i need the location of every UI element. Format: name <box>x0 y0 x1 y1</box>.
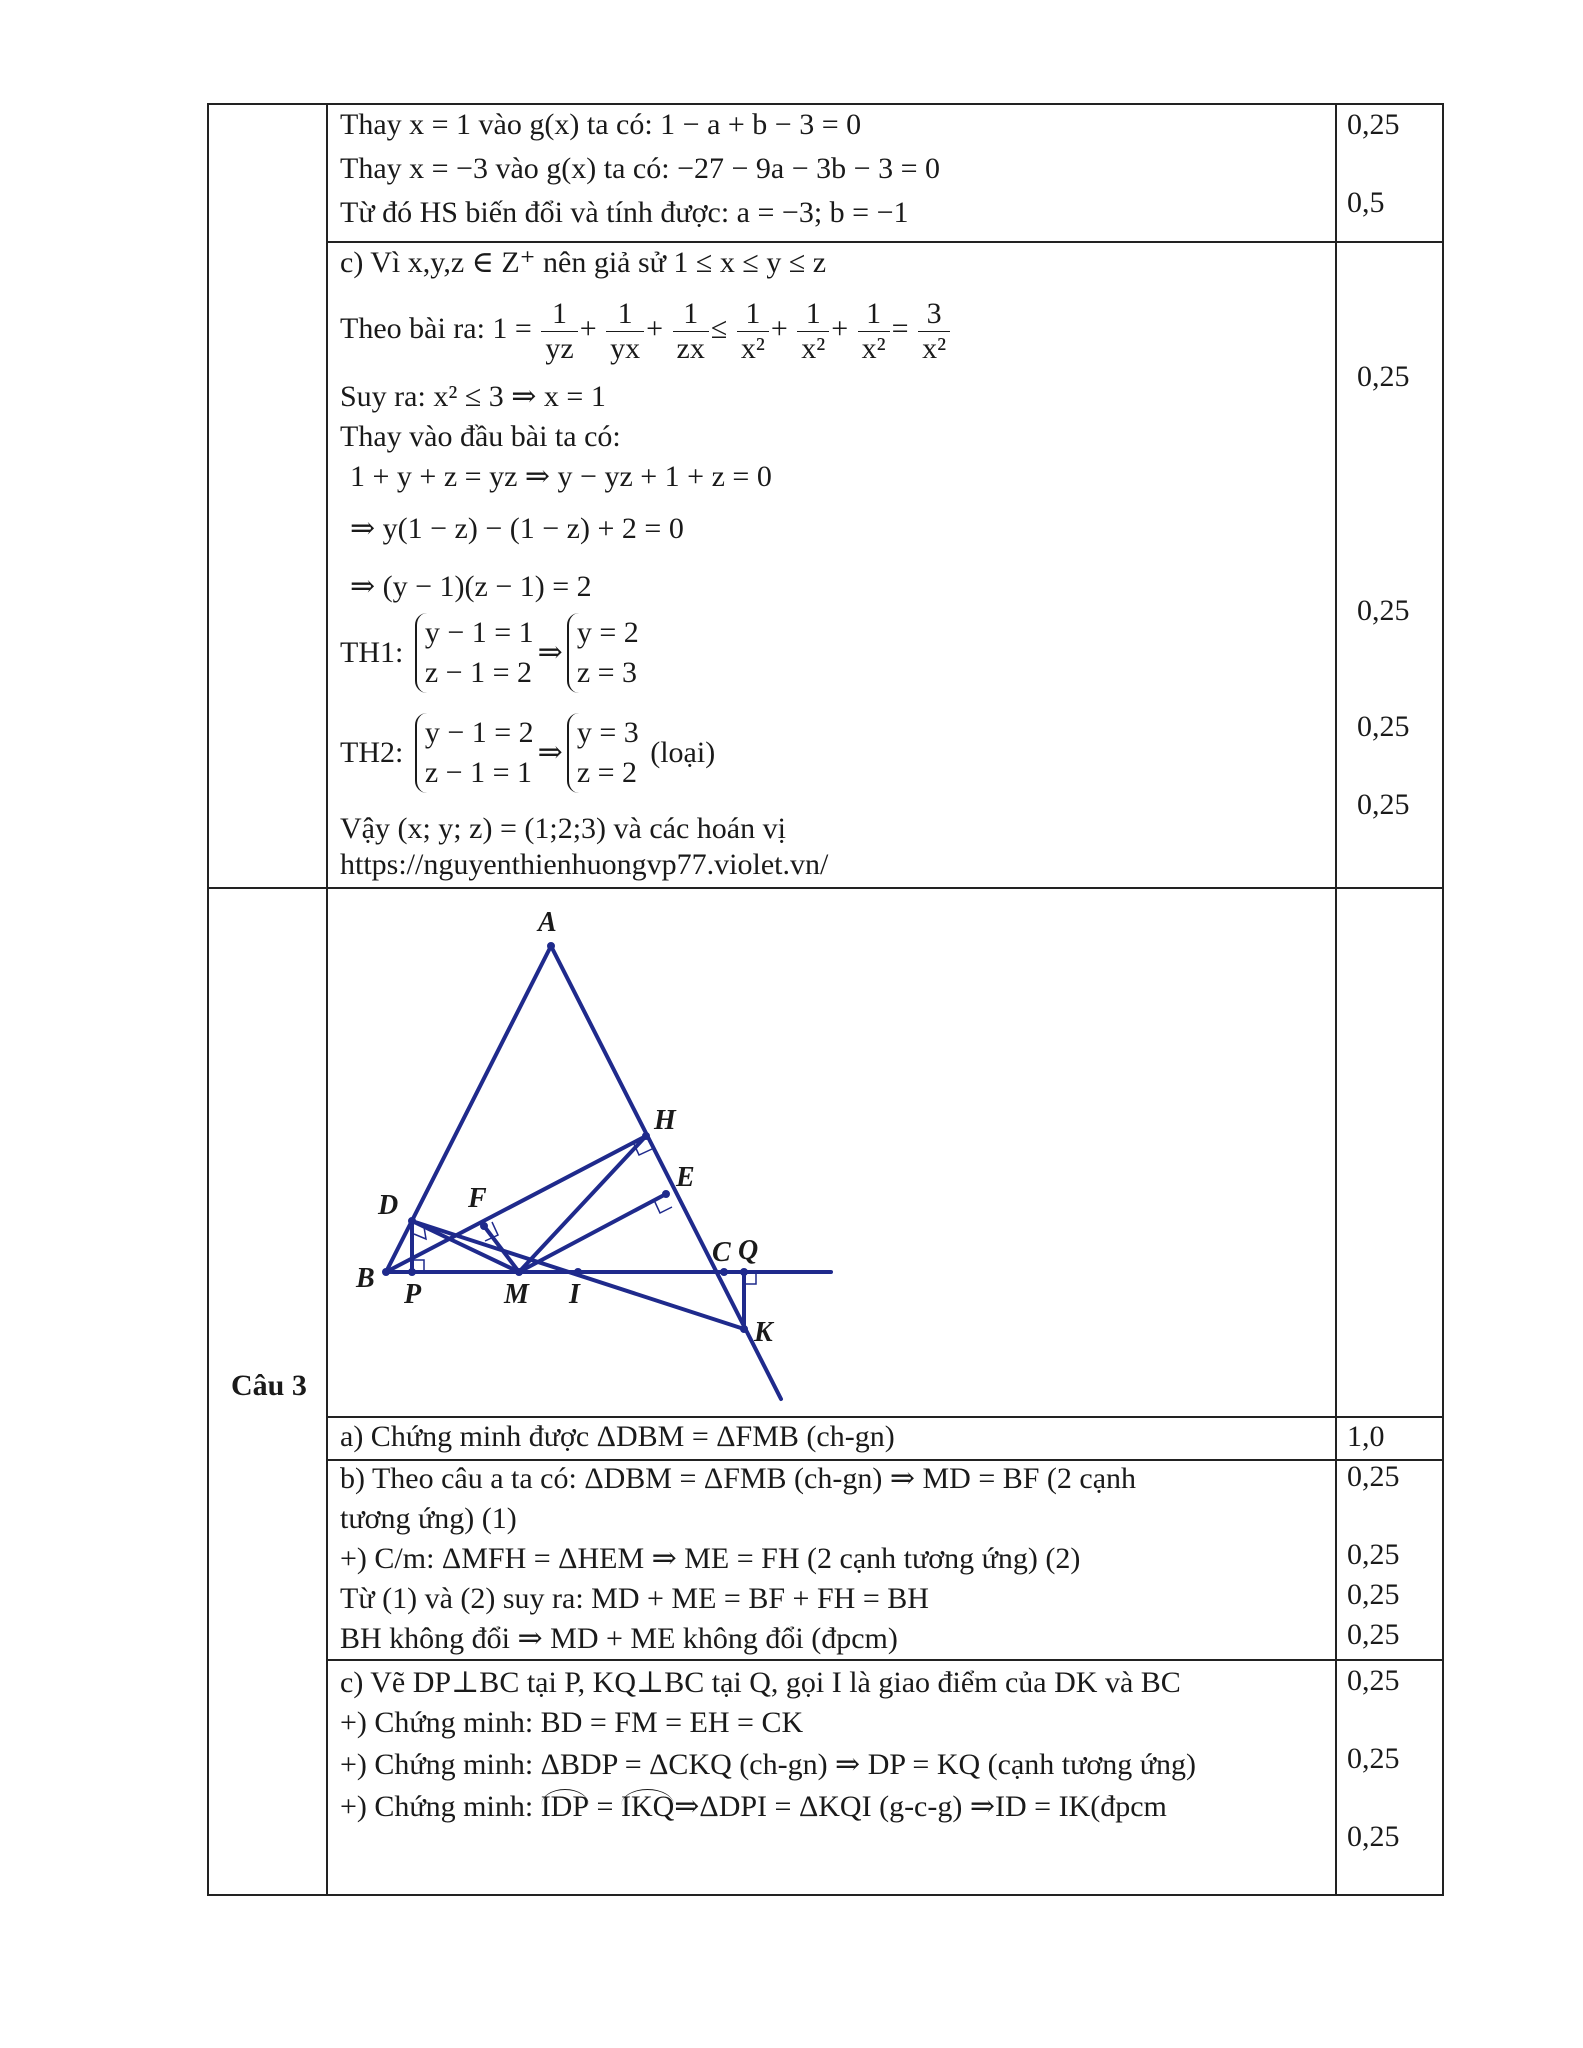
point-E <box>663 1191 670 1198</box>
implies-symbol: ⇒ <box>537 736 563 769</box>
angle-IKQ: IKQ <box>620 1790 675 1823</box>
point-M <box>516 1269 523 1276</box>
equation-line: ⇒ (y − 1)(z − 1) = 2 <box>350 570 592 603</box>
table-border-top <box>207 103 1443 105</box>
part-c-intro: c) Vì x,y,z ∈ Z⁺ nên giả sử 1 ≤ x ≤ y ≤ z <box>340 246 827 279</box>
score: 0,25 <box>1347 1820 1400 1853</box>
score: 0,25 <box>1347 1538 1400 1571</box>
part-b-line: Thay x = 1 vào g(x) ta có: 1 − a + b − 3 = 0 <box>340 108 862 141</box>
right-angle-E <box>654 1200 672 1213</box>
rejected-note: (loại) <box>650 736 716 769</box>
point-B <box>383 1269 390 1276</box>
suy-ra-line: Suy ra: x² ≤ 3 ⇒ x = 1 <box>340 380 606 413</box>
q3c-line: c) Vẽ DP⊥BC tại P, KQ⊥BC tại Q, gọi I là giao điểm của DK và BC <box>340 1666 1181 1699</box>
system-left: y − 1 = 1 z − 1 = 2 <box>415 613 534 693</box>
point-H <box>643 1133 650 1140</box>
row-divider <box>326 1659 1443 1661</box>
source-url: https://nguyenthienhuongvp77.violet.vn/ <box>340 848 829 881</box>
equation-line: ⇒ y(1 − z) − (1 − z) + 2 = 0 <box>350 512 684 545</box>
segment-BH <box>386 1136 646 1272</box>
score: 0,5 <box>1347 186 1385 219</box>
case-1-label: TH1: <box>340 636 404 669</box>
score: 0,25 <box>1347 1460 1400 1493</box>
case-1 <box>340 613 643 693</box>
score: 1,0 <box>1347 1420 1385 1453</box>
q3b-line: BH không đổi ⇒ MD + ME không đổi (đpcm) <box>340 1622 898 1655</box>
point-A <box>548 943 555 950</box>
score: 0,25 <box>1357 360 1410 393</box>
point-F <box>481 1223 488 1230</box>
case-2 <box>340 713 715 793</box>
fraction: $\frac{3}{\text{x²}}$ <box>918 297 950 366</box>
table-border-right <box>1442 103 1444 1896</box>
fraction: $\frac{1}{zx}$ <box>673 297 709 366</box>
q3b-line: tương ứng) (1) <box>340 1502 517 1535</box>
fraction: $\frac{1}{yx}$ <box>606 297 644 366</box>
point-C <box>721 1269 728 1276</box>
label-E: E <box>676 1162 695 1193</box>
equals-sign: = <box>589 1790 621 1823</box>
label-C: C <box>712 1237 731 1268</box>
score: 0,25 <box>1357 710 1410 743</box>
score: 0,25 <box>1347 1664 1400 1697</box>
geometry-figure <box>326 889 1334 1415</box>
question-label: Câu 3 <box>231 1369 307 1402</box>
q3c-line <box>340 1789 1167 1825</box>
implies-symbol: ⇒ <box>537 636 563 669</box>
q3b-line: Từ (1) và (2) suy ra: MD + ME = BF + FH = BH <box>340 1582 929 1615</box>
q3c-line4-suffix: ⇒ΔDPI = ΔKQI (g-c-g) ⇒ID = IK(đpcm <box>674 1790 1167 1823</box>
table-border-left <box>207 103 209 1896</box>
right-angle-D <box>414 1227 426 1239</box>
q3b-line: +) C/m: ΔMFH = ΔHEM ⇒ ME = FH (2 cạnh tương ứng) (2) <box>340 1542 1081 1575</box>
point-Q <box>741 1269 748 1276</box>
q3c-line: +) Chứng minh: BD = FM = EH = CK <box>340 1706 804 1739</box>
thay-vao-line: Thay vào đầu bài ta có: <box>340 420 621 453</box>
part-c-inequality: Theo bài ra: 1 = $\frac{1}{yz}$ + $\frac{1}{yx}$ + $\frac{1}{zx}$ ≤ $\frac{1}{\text{x²}}$ + $\frac{1}{\text{x²}}$ + $\frac{1}{\text{x²}}$ = $\frac{3}{\text{x²}}$ <box>340 289 952 369</box>
point-I <box>575 1269 582 1276</box>
score: 0,25 <box>1357 788 1410 821</box>
label-I: I <box>569 1279 580 1310</box>
label-D: D <box>378 1190 399 1221</box>
label-P: P <box>404 1279 422 1310</box>
q3b-line: b) Theo câu a ta có: ΔDBM = ΔFMB (ch-gn) ⇒ MD = BF (2 cạnh <box>340 1462 1137 1495</box>
label-B: B <box>356 1263 375 1294</box>
equation-line: 1 + y + z = yz ⇒ y − yz + 1 + z = 0 <box>350 460 772 493</box>
conclusion-line: Vậy (x; y; z) = (1;2;3) và các hoán vị <box>340 812 786 845</box>
table-column-divider-2 <box>1335 103 1337 1896</box>
label-Q: Q <box>738 1235 759 1266</box>
score: 0,25 <box>1347 108 1400 141</box>
score: 0,25 <box>1347 1742 1400 1775</box>
label-A: A <box>538 907 557 938</box>
score: 0,25 <box>1357 594 1410 627</box>
system-left: y − 1 = 2 z − 1 = 1 <box>415 713 534 793</box>
theo-bai-ra-prefix: Theo bài ra: 1 = <box>340 312 532 345</box>
label-F: F <box>468 1183 487 1214</box>
q3c-line4-prefix: +) Chứng minh: <box>340 1790 541 1823</box>
point-D <box>409 1218 416 1225</box>
row-divider <box>326 241 1443 243</box>
score: 0,25 <box>1347 1578 1400 1611</box>
q3c-line: +) Chứng minh: ΔBDP = ΔCKQ (ch-gn) ⇒ DP = KQ (cạnh tương ứng) <box>340 1748 1197 1781</box>
table-border-bottom <box>207 1894 1443 1896</box>
fraction: $\frac{1}{yz}$ <box>541 297 577 366</box>
fraction: $\frac{1}{\text{x²}}$ <box>858 297 890 366</box>
case-2-label: TH2: <box>340 736 404 769</box>
score: 0,25 <box>1347 1618 1400 1651</box>
label-M: M <box>504 1279 529 1310</box>
angle-IDP: IDP <box>540 1790 590 1823</box>
row-divider <box>326 1416 1443 1418</box>
label-K: K <box>754 1317 773 1348</box>
fraction: $\frac{1}{\text{x²}}$ <box>737 297 769 366</box>
part-b-line: Thay x = −3 vào g(x) ta có: −27 − 9a − 3b − 3 = 0 <box>340 152 940 185</box>
point-P <box>409 1269 416 1276</box>
part-b-line: Từ đó HS biến đổi và tính được: a = −3; b = −1 <box>340 196 909 229</box>
segment-MH <box>519 1136 646 1272</box>
system-right: y = 3 z = 2 <box>567 713 639 793</box>
fraction: $\frac{1}{\text{x²}}$ <box>797 297 829 366</box>
answer-table <box>207 103 1443 1896</box>
segment-ME <box>519 1194 666 1272</box>
system-right: y = 2 z = 3 <box>567 613 639 693</box>
q3a-text: a) Chứng minh được ΔDBM = ΔFMB (ch-gn) <box>340 1420 895 1453</box>
label-H: H <box>654 1105 676 1136</box>
point-K <box>741 1326 748 1333</box>
